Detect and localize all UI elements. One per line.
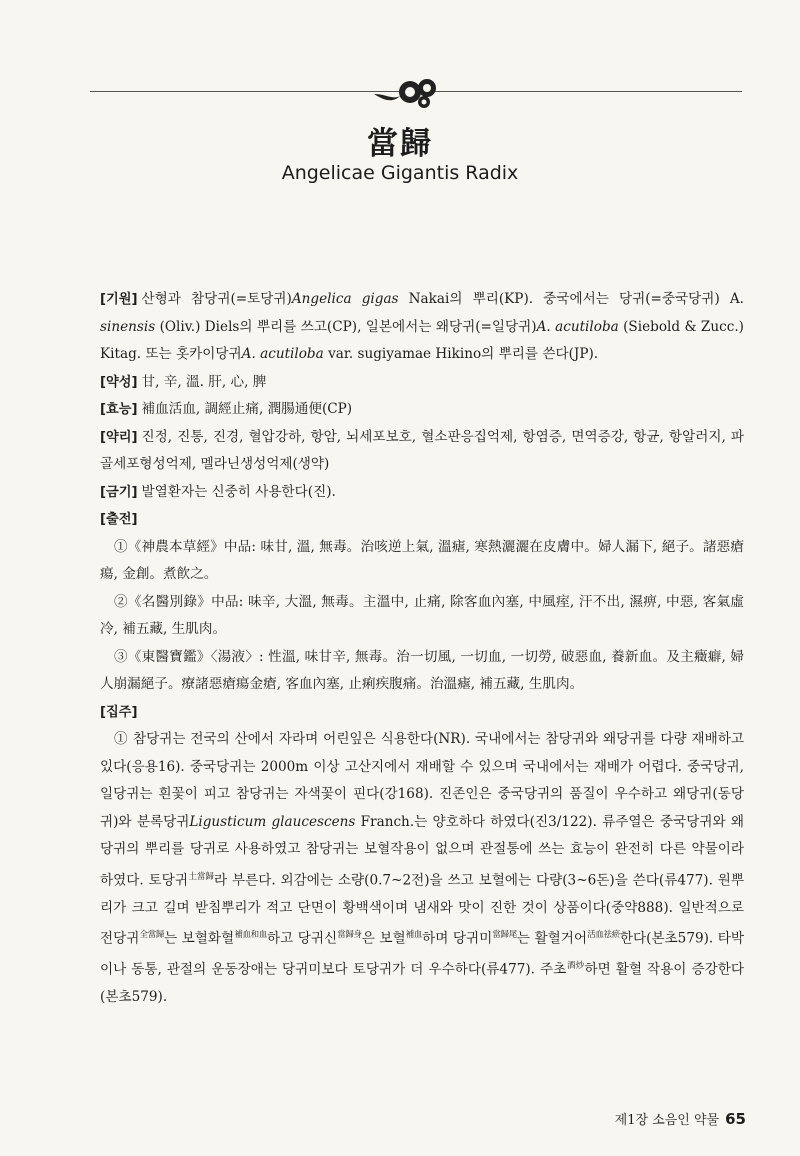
properties-section: [약성] 甘, 辛, 溫. 肝, 心, 脾 <box>100 373 267 390</box>
cloud-ornament-icon <box>372 72 442 112</box>
contraindication-section: [금기] 발열환자는 신중히 사용한다(진). <box>100 483 336 500</box>
page-number: 65 <box>725 1110 746 1128</box>
contraindication-tag: [금기] <box>100 484 138 500</box>
monograph-body <box>100 286 744 1012</box>
notes-heading: [집주] <box>100 704 138 720</box>
origin-tag: [기원] <box>100 292 138 307</box>
source-item: ②《名醫別錄》中品: 味辛, 大溫, 無毒。主溫中, 止痛, 除客血內塞, 中風痓, 汗不出, 濕痹, 中惡, 客氣虛冷, 補五藏, 生肌肉。 <box>100 593 744 637</box>
chapter-label: 제1장 소음인 약물 <box>614 1113 720 1128</box>
page-title: 當歸 <box>367 126 433 162</box>
source-item: ③《東醫寶鑑》〈湯液〉: 性溫, 味甘辛, 無毒。治一切風, 一切血, 一切勞, 破惡血, 養新血。及主癥癖, 婦人崩漏絕子。療諸惡瘡瘍金瘡, 客血內塞, 止痢疾腹痛。治溫瘧, 補五藏, 生肌肉。 <box>100 648 744 692</box>
sources-heading: [출전] <box>100 512 138 527</box>
page-subtitle: Angelicae Gigantis Radix <box>281 162 519 184</box>
source-item: ①《神農本草經》中品: 味甘, 溫, 無毒。治咳逆上氣, 溫瘧, 寒熱灑灑在皮膚中。婦人漏下, 絕子。諸惡瘡瘍, 金創。煮飮之。 <box>100 538 744 582</box>
pharmacology-section: [약리] 진정, 진통, 진경, 혈압강하, 항암, 뇌세포보호, 혈소판응집억제, 항염증, 면역증강, 항균, 항알러지, 파골세포형성억제, 멜라닌생성억제(생약) <box>100 428 744 472</box>
pharmacology-tag: [약리] <box>100 429 138 445</box>
origin-section: [기원] 산형과 참당귀(=토당귀)Angelica gigas Nakai의 뿌리(KP). 중국에서는 당귀(=중국당귀) A. sinensis (Oliv.) Diels의 뿌리를 쓰고(CP), 일본에서는 왜당귀(=일당귀)A. acutiloba (Siebold & Zucc.) Kitag. 또는 홋카이당귀A. acutiloba var. sugiyamae Hikino의 뿌리를 쓴다(JP). <box>100 291 744 362</box>
efficacy-tag: [효능] <box>100 402 138 417</box>
efficacy-section: [효능] 補血活血, 調經止痛, 潤腸通便(CP) <box>100 401 353 417</box>
notes-paragraph: ① 참당귀는 전국의 산에서 자라며 어린잎은 식용한다(NR). 국내에서는 참당귀와 왜당귀를 다량 재배하고 있다(응용16). 중국당귀는 2000m 이상 고산지에서 재배할 수 있으며 국내에서는 재배가 어렵다. 중국당귀, 일당귀는 흰꽃이 피고 참당귀는 자색꽃이 핀다(강168). 진존인은 중국당귀의 품질이 우수하고 왜당귀(동당귀)와 분록당귀Ligusticum glaucescens Franch.는 양호하다 하였다(진3/122). 류주열은 중국당귀와 왜당귀의 뿌리를 당귀로 사용하였고 참당귀는 보혈작용이 없으며 관절통에 쓰는 효능이 완전히 다른 약물이라 하였다. 토당귀$^{土當歸}$라 부른다. 외감에는 소량(0.7~2전)을 쓰고 보혈에는 다량(3~6돈)을 쓴다(류477). 원뿌리가 크고 길며 받침뿌리가 적고 단면이 황백색이며 냄새와 맛이 진한 것이 상품이다(중약888). 일반적으로 전당귀$^{全當歸}$는 보혈화혈$^{補血和血}$하고 당귀신$^{當歸身}$은 보혈$^{補血}$하며 당귀미$^{當歸尾}$는 활혈거어$^{活血祛瘀}$한다(본초579). 타박이나 동통, 관절의 운동장애는 당귀미보다 토당귀가 더 우수하다(류477). 주초$^{酒炒}$하면 활혈 작용이 증강한다(본초579). <box>100 731 744 1006</box>
page-footer <box>615 1109 746 1128</box>
properties-tag: [약성] <box>100 374 138 390</box>
